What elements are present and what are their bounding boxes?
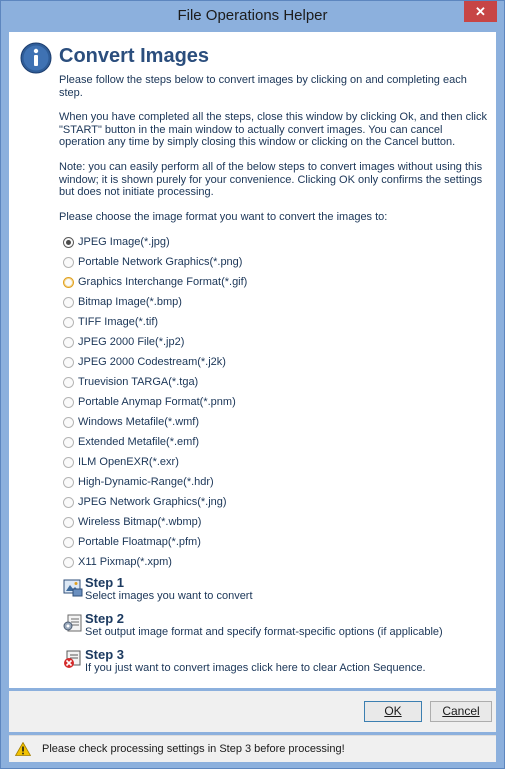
format-option-label: TIFF Image(*.tif) [78,316,159,328]
radio-button[interactable] [63,517,74,528]
format-option[interactable] [63,372,247,392]
step-1-desc: Select images you want to convert [85,590,253,602]
settings-list-icon [63,613,83,633]
format-option-label: Portable Anymap Format(*.pnm) [78,396,236,408]
format-option-label: Windows Metafile(*.wmf) [78,416,200,428]
ok-button[interactable]: OK [364,701,422,722]
format-option-label: High-Dynamic-Range(*.hdr) [78,476,214,488]
window-title: File Operations Helper [177,7,328,24]
format-option[interactable] [63,272,247,292]
radio-button[interactable] [63,257,74,268]
step-2-desc: Set output image format and specify format-specific options (if applicable) [85,626,443,638]
format-option-label: JPEG Network Graphics(*.jng) [78,496,227,508]
step-3-desc: If you just want to convert images click here to clear Action Sequence. [85,662,426,674]
dialog-button-bar [9,691,496,732]
close-button[interactable] [464,1,497,22]
format-option-label: X11 Pixmap(*.xpm) [78,556,172,568]
radio-button[interactable] [63,437,74,448]
warning-icon [15,742,31,756]
radio-button[interactable] [63,317,74,328]
step-3-title: Step 3 [85,647,125,662]
format-option[interactable] [63,472,247,492]
radio-button[interactable] [63,237,74,248]
format-option[interactable] [63,432,247,452]
radio-button[interactable] [63,557,74,568]
format-radio-list [63,232,247,572]
format-option-label: Graphics Interchange Format(*.gif) [78,276,248,288]
format-option-label: Wireless Bitmap(*.wbmp) [78,516,202,528]
content-panel [9,32,496,688]
format-prompt: Please choose the image format you want to convert the images to: [59,211,388,223]
format-option-label: Portable Floatmap(*.pfm) [78,536,201,548]
clear-sequence-icon [63,649,83,669]
radio-button[interactable] [63,277,74,288]
format-option[interactable] [63,312,247,332]
format-option[interactable] [63,292,247,312]
format-option-label: JPEG 2000 File(*.jp2) [78,336,185,348]
format-option-label: Bitmap Image(*.bmp) [78,296,182,308]
format-option-label: JPEG 2000 Codestream(*.j2k) [78,356,226,368]
image-folder-icon [63,577,83,597]
format-option-label: JPEG Image(*.jpg) [78,236,170,248]
format-option[interactable] [63,252,247,272]
radio-button[interactable] [63,497,74,508]
radio-button[interactable] [63,417,74,428]
format-option-label: Extended Metafile(*.emf) [78,436,200,448]
format-option[interactable] [63,452,247,472]
format-option[interactable] [63,492,247,512]
format-option[interactable] [63,512,247,532]
status-bar [9,735,496,762]
format-option[interactable] [63,232,247,252]
step-2-title: Step 2 [85,611,125,626]
format-option-label: Portable Network Graphics(*.png) [78,256,243,268]
radio-button[interactable] [63,377,74,388]
format-option-label: ILM OpenEXR(*.exr) [78,456,179,468]
info-icon [20,42,52,74]
radio-button[interactable] [63,457,74,468]
format-option[interactable] [63,552,247,572]
radio-button[interactable] [63,397,74,408]
page-title: Convert Images [59,45,210,67]
format-option[interactable] [63,392,247,412]
radio-button[interactable] [63,537,74,548]
format-option[interactable] [63,332,247,352]
step-1-title: Step 1 [85,575,125,590]
format-option[interactable] [63,352,247,372]
instructions-text: When you have completed all the steps, close this window by clicking Ok, and then click "START" button in the main window to actually convert images. You can cancel operation any time by simply closing this window or clicking on the Cancel button. [59,111,487,148]
close-icon: ✕ [475,4,486,19]
radio-button[interactable] [63,357,74,368]
format-option-label: Truevision TARGA(*.tga) [78,376,199,388]
format-option[interactable] [63,412,247,432]
status-message: Please check processing settings in Step 3 before processing! [42,743,345,755]
format-option[interactable] [63,532,247,552]
cancel-button[interactable]: Cancel [430,701,492,722]
intro-text: Please follow the steps below to convert images by clicking on and completing each step. [59,74,467,99]
radio-button[interactable] [63,337,74,348]
note-text: Note: you can easily perform all of the below steps to convert images without using this window; it is shown purely for your convenience. Clicking OK only confirms the settings but does not initiate processing. [59,161,483,198]
radio-button[interactable] [63,297,74,308]
radio-button[interactable] [63,477,74,488]
